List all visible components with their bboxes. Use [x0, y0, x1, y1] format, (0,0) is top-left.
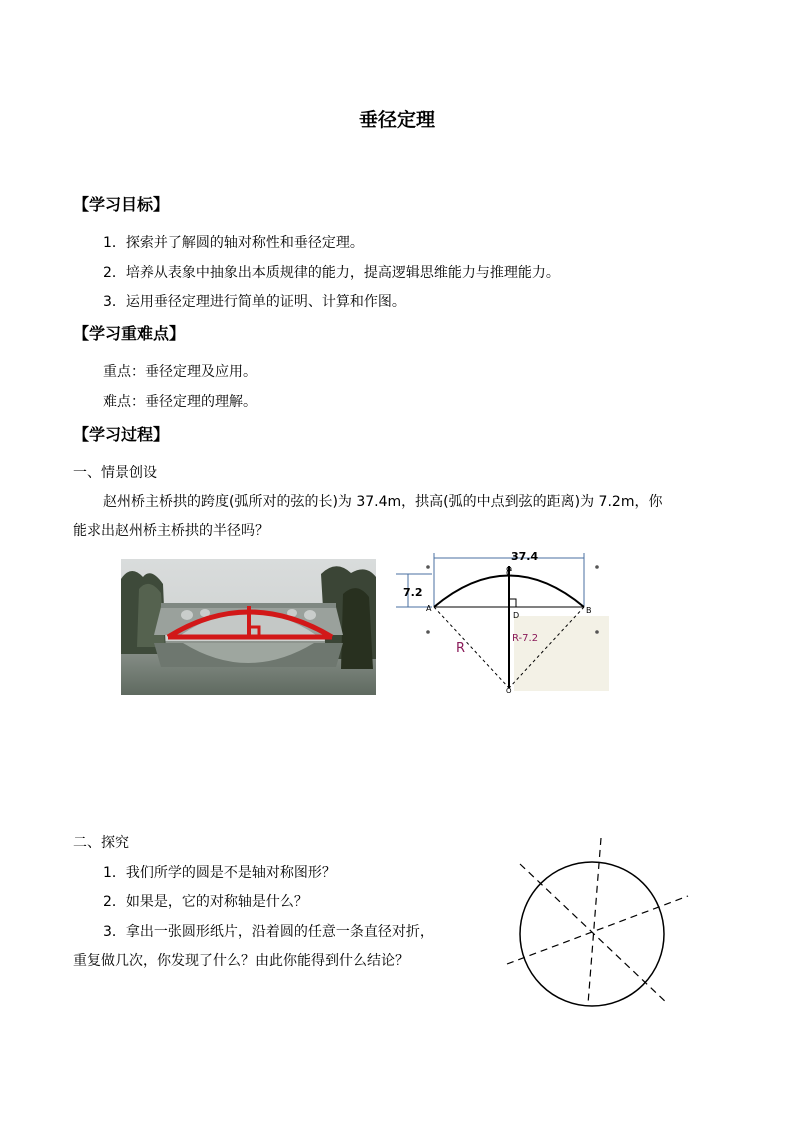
radius-label: R: [456, 641, 466, 656]
part2-item: 3．拿出一张圆形纸片，沿着圆的任意一条直径对折，: [103, 924, 434, 940]
part1-heading: 一、情景创设: [73, 465, 157, 481]
keypoint-item: 难点：垂径定理的理解。: [103, 394, 257, 410]
part1-text: 能求出赵州桥主桥拱的半径吗？: [73, 523, 269, 539]
point-o-label: O: [506, 687, 512, 694]
part2-item: 2．如果是，它的对称轴是什么？: [103, 894, 308, 910]
goal-item: 2．培养从表象中抽象出本质规律的能力，提高逻辑思维能力与推理能力。: [103, 265, 560, 281]
point-a-label: A: [426, 604, 432, 613]
arch-geometry-diagram: [394, 546, 614, 698]
goals-heading: 【学习目标】: [73, 195, 170, 214]
part2-item: 1．我们所学的圆是不是轴对称图形？: [103, 865, 336, 881]
zhaozhou-bridge-photo: [121, 559, 376, 695]
goal-item: 1．探索并了解圆的轴对称性和垂径定理。: [103, 235, 364, 251]
keypoint-item: 重点：垂径定理及应用。: [103, 364, 257, 380]
goal-item: 3．运用垂径定理进行简单的证明、计算和作图。: [103, 294, 406, 310]
radius-minus-label: R-7.2: [512, 633, 539, 644]
page-title: 垂径定理: [358, 109, 435, 131]
point-d-label: D: [513, 611, 520, 620]
part1-text: 赵州桥主桥拱的跨度(弧所对的弦的长)为 37.4m，拱高(弧的中点到弦的距离)为 7.2m，你: [103, 494, 663, 510]
part2-heading: 二、探究: [73, 835, 129, 851]
point-b-label: B: [586, 606, 592, 615]
point-c-label: C: [506, 569, 513, 579]
process-heading: 【学习过程】: [73, 425, 170, 444]
span-label: 37.4: [511, 550, 539, 563]
keypoints-heading: 【学习重难点】: [73, 324, 186, 343]
part2-item: 重复做几次，你发现了什么？由此你能得到什么结论？: [73, 953, 409, 969]
height-label: 7.2: [403, 586, 423, 599]
circle-symmetry-figure: [504, 836, 694, 1015]
